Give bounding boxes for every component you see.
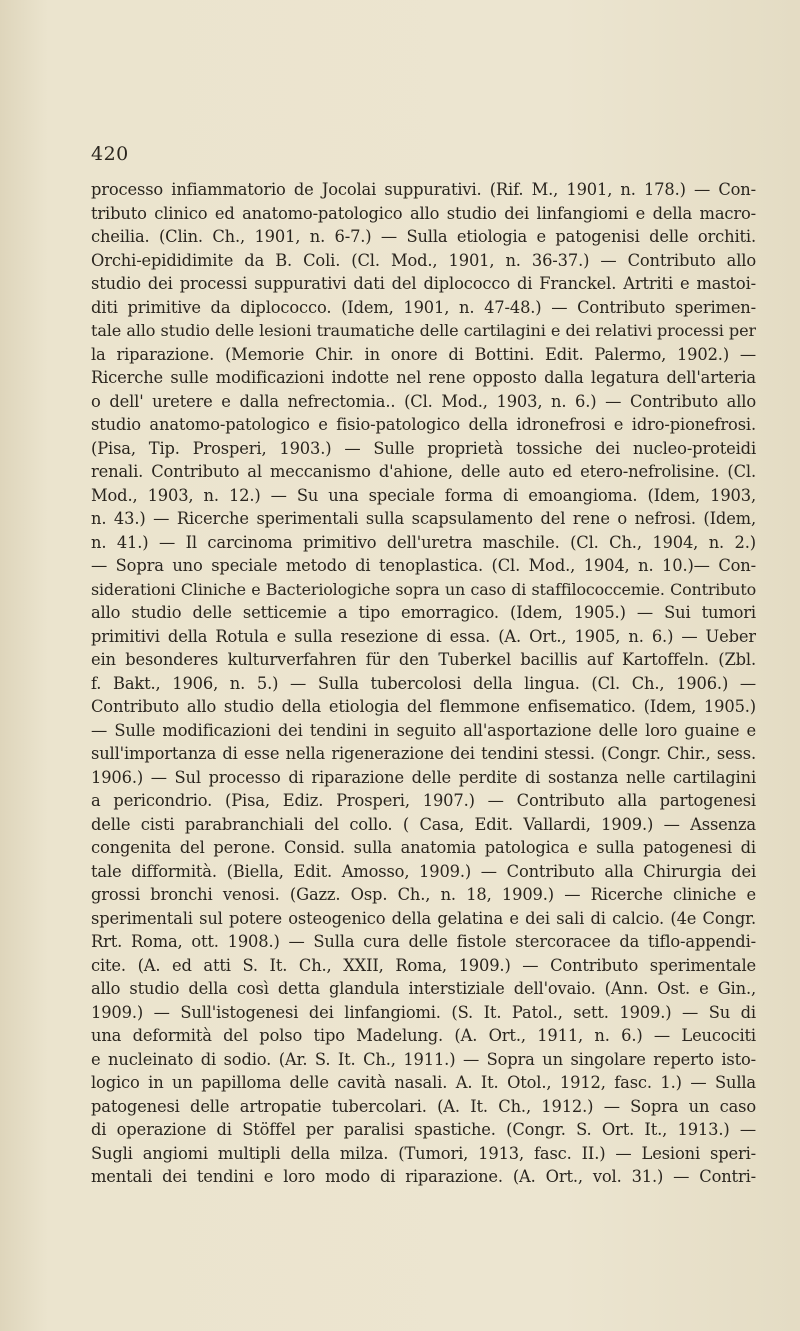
text-line: ein besonderes kulturverfahren für den Tuberkel bacillis auf Kartoffeln. (Zbl. bbox=[91, 650, 756, 669]
text-line: 1909.) — Sull'istogenesi dei linfangiomi. (S. It. Patol., sett. 1909.) — Su di bbox=[91, 1002, 756, 1022]
text-line: sperimentali sul potere osteogenico della gelatina e dei sali di calcio. (4e Congr. bbox=[91, 908, 756, 928]
text-line: una deformità del polso tipo Madelung. (A. Ort., 1911, n. 6.) — Leucociti bbox=[91, 1026, 756, 1045]
text-line: tributo clinico ed anatomo-patologico allo studio dei linfangiomi e della macro- bbox=[91, 203, 756, 223]
text-line: Mod., 1903, n. 12.) — Su una speciale forma di emoangioma. (Idem, 1903, bbox=[91, 485, 756, 505]
text-line: cheilia. (Clin. Ch., 1901, n. 6-7.) — Sulla etiologia e patogenisi delle orchiti. bbox=[91, 227, 756, 246]
text-line: Sugli angiomi multipli della milza. (Tumori, 1913, fasc. II.) — Lesioni speri- bbox=[91, 1143, 756, 1163]
text-line: (Pisa, Tip. Prosperi, 1903.) — Sulle proprietà tossiche dei nucleo-proteidi bbox=[91, 438, 756, 458]
text-line: a pericondrio. (Pisa, Ediz. Prosperi, 1907.) — Contributo alla partogenesi bbox=[91, 791, 756, 810]
text-line: mentali dei tendini e loro modo di riparazione. (A. Ort., vol. 31.) — Contri- bbox=[91, 1167, 756, 1186]
text-line: Orchi-epididimite da B. Coli. (Cl. Mod., 1901, n. 36-37.) — Contributo allo bbox=[91, 250, 756, 270]
text-line: studio dei processi suppurativi dati del diplococco di Franckel. Artriti e mastoi- bbox=[91, 274, 756, 293]
page-number: 420 bbox=[91, 143, 129, 165]
text-line: studio anatomo-patologico e fisio-patologico della idronefrosi e idro-pionefrosi. bbox=[91, 415, 756, 434]
text-line: siderationi Cliniche e Bacteriologiche sopra un caso di staffilococcemie. Contributo bbox=[91, 579, 756, 599]
text-line: processo infiammatorio de Jocolai suppurativi. (Rif. M., 1901, n. 178.) — Con- bbox=[91, 180, 756, 199]
text-line: di operazione di Stöffel per paralisi spastiche. (Congr. S. Ort. It., 1913.) — bbox=[91, 1120, 756, 1139]
text-line: n. 43.) — Ricerche sperimentali sulla scapsulamento del rene o nefrosi. (Idem, bbox=[91, 509, 756, 528]
text-line: logico in un papilloma delle cavità nasali. A. It. Otol., 1912, fasc. 1.) — Sulla bbox=[91, 1073, 756, 1092]
text-line: o dell' uretere e dalla nefrectomia.. (Cl. Mod., 1903, n. 6.) — Contributo allo bbox=[91, 391, 756, 411]
text-line: congenita del perone. Consid. sulla anatomia patologica e sulla patogenesi di bbox=[91, 838, 756, 857]
text-line: — Sulle modificazioni dei tendini in seguito all'asportazione delle loro guaine e bbox=[91, 720, 756, 740]
text-line: tale allo studio delle lesioni traumatiche delle cartilagini e dei relativi processi per bbox=[91, 321, 756, 340]
body-text bbox=[91, 178, 756, 1189]
text-line: e nucleinato di sodio. (Ar. S. It. Ch., 1911.) — Sopra un singolare reperto isto- bbox=[91, 1049, 756, 1069]
text-line: Contributo allo studio della etiologia del flemmone enfisematico. (Idem, 1905.) bbox=[91, 697, 756, 716]
text-line: 1906.) — Sul processo di riparazione delle perdite di sostanza nelle cartilagini bbox=[91, 767, 756, 787]
text-line: allo studio delle setticemie a tipo emorragico. (Idem, 1905.) — Sui tumori bbox=[91, 603, 756, 622]
text-line: grossi bronchi venosi. (Gazz. Osp. Ch., n. 18, 1909.) — Ricerche cliniche e bbox=[91, 885, 756, 904]
text-line: Ricerche sulle modificazioni indotte nel rene opposto dalla legatura dell'arteria bbox=[91, 368, 756, 387]
text-line: delle cisti parabranchiali del collo. ( Casa, Edit. Vallardi, 1909.) — Assenza bbox=[91, 814, 756, 834]
text-line: tale difformità. (Biella, Edit. Amosso, 1909.) — Contributo alla Chirurgia dei bbox=[91, 861, 756, 881]
text-line: f. Bakt., 1906, n. 5.) — Sulla tubercolosi della lingua. (Cl. Ch., 1906.) — bbox=[91, 673, 756, 693]
text-line: sull'importanza di esse nella rigenerazione dei tendini stessi. (Congr. Chir., sess. bbox=[91, 744, 756, 763]
text-line: Rrt. Roma, ott. 1908.) — Sulla cura delle fistole stercoracee da tiflo-appendi- bbox=[91, 932, 756, 951]
text-line: patogenesi delle artropatie tubercolari. (A. It. Ch., 1912.) — Sopra un caso bbox=[91, 1096, 756, 1116]
text-line: allo studio della così detta glandula interstiziale dell'ovaio. (Ann. Ost. e Gin., bbox=[91, 979, 756, 998]
text-line: primitivi della Rotula e sulla resezione di essa. (A. Ort., 1905, n. 6.) — Ueber bbox=[91, 626, 756, 646]
text-line: diti primitive da diplococco. (Idem, 1901, n. 47-48.) — Contributo sperimen- bbox=[91, 297, 756, 317]
text-line: renali. Contributo al meccanismo d'ahione, delle auto ed etero-nefrolisine. (Cl. bbox=[91, 462, 756, 481]
text-line: n. 41.) — Il carcinoma primitivo dell'uretra maschile. (Cl. Ch., 1904, n. 2.) bbox=[91, 532, 756, 552]
text-line: la riparazione. (Memorie Chir. in onore di Bottini. Edit. Palermo, 1902.) — bbox=[91, 344, 756, 364]
text-line: — Sopra uno speciale metodo di tenoplastica. (Cl. Mod., 1904, n. 10.)— Con- bbox=[91, 556, 756, 575]
text-line: cite. (A. ed atti S. It. Ch., XXII, Roma, 1909.) — Contributo sperimentale bbox=[91, 955, 756, 975]
